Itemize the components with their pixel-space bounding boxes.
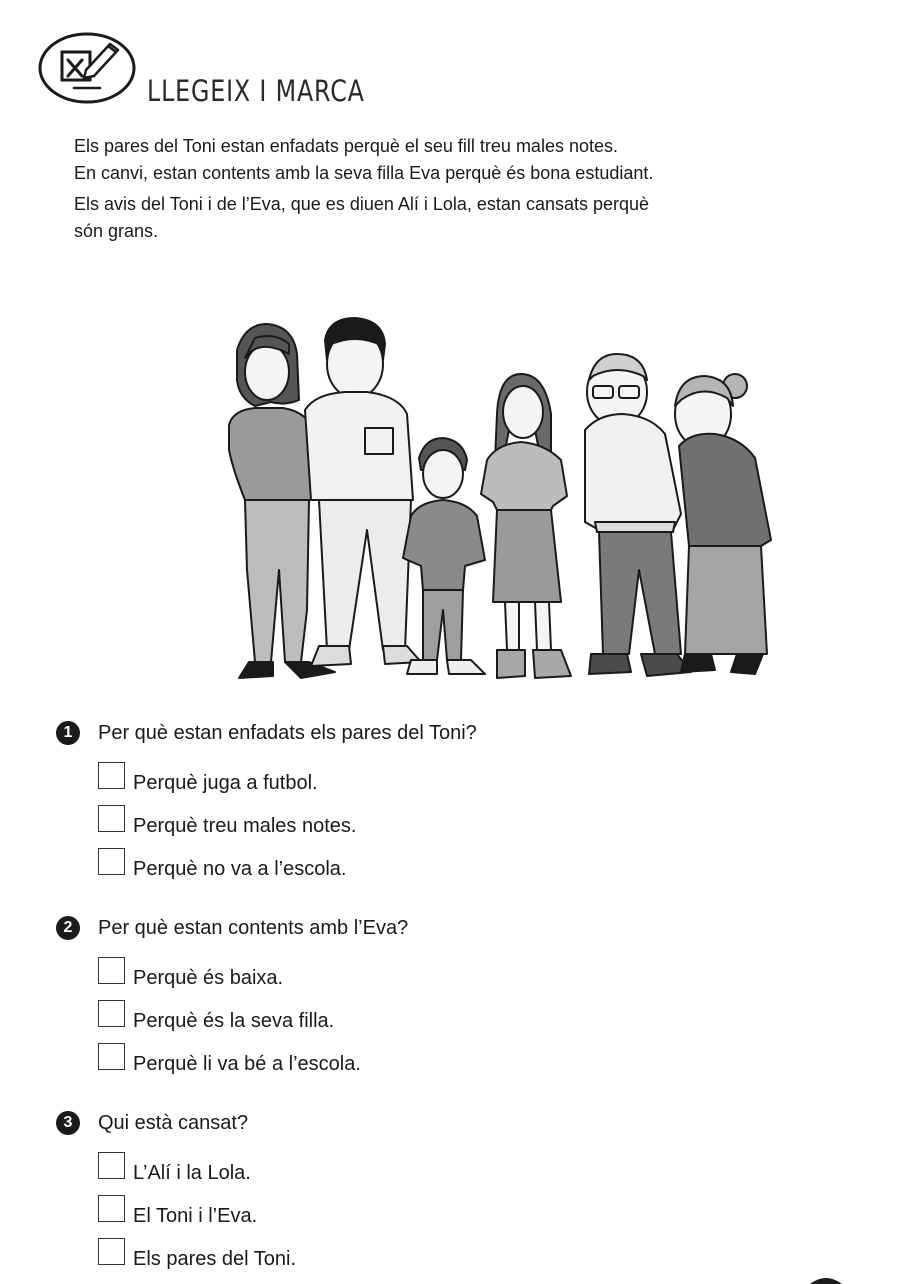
check-box-pencil-icon — [38, 30, 138, 106]
answer-label: Perquè li va bé a l’escola. — [133, 1053, 361, 1075]
answer-checkbox[interactable] — [98, 762, 125, 789]
answer-checkbox[interactable] — [98, 1152, 125, 1179]
father-figure — [305, 318, 421, 666]
question-number-badge: 1 — [56, 721, 80, 745]
grandmother-figure — [675, 374, 771, 674]
question-text: Per què estan contents amb l’Eva? — [98, 917, 409, 939]
answer-label: Perquè és la seva filla. — [133, 1010, 335, 1032]
question-number-badge: 3 — [56, 1111, 80, 1135]
answer-label: Perquè no va a l’escola. — [133, 858, 347, 880]
answer-checkbox[interactable] — [98, 957, 125, 984]
boy-figure — [403, 438, 485, 674]
answer-label: Perquè juga a futbol. — [133, 772, 318, 794]
answer-label: Perquè treu males notes. — [133, 815, 357, 837]
reading-line: Els avis del Toni i de l’Eva, que es diuen Alí i Lola, estan cansats perquè — [74, 194, 650, 214]
reading-line: En canvi, estan contents amb la seva filla Eva perquè és bona estudiant. — [74, 163, 654, 183]
question-text: Per què estan enfadats els pares del Toni? — [98, 722, 477, 744]
answer-checkbox[interactable] — [98, 848, 125, 875]
answer-checkbox[interactable] — [98, 1238, 125, 1265]
answer-checkbox[interactable] — [98, 1043, 125, 1070]
answer-label: Els pares del Toni. — [133, 1248, 297, 1270]
answer-checkbox[interactable] — [98, 1195, 125, 1222]
page-corner-mark — [806, 1272, 846, 1284]
question-text: Qui està cansat? — [98, 1112, 249, 1134]
girl-figure — [481, 374, 571, 678]
answer-label: Perquè és baixa. — [133, 967, 284, 989]
family-illustration — [215, 310, 785, 695]
reading-line: Els pares del Toni estan enfadats perquè el seu fill treu males notes. — [74, 136, 618, 156]
answer-checkbox[interactable] — [98, 805, 125, 832]
reading-line: són grans. — [74, 221, 159, 241]
question-number-badge: 2 — [56, 916, 80, 940]
answer-label: L’Alí i la Lola. — [133, 1162, 251, 1184]
answer-checkbox[interactable] — [98, 1000, 125, 1027]
page-title: LLEGEIX I MARCA — [147, 74, 365, 108]
reading-text — [74, 133, 714, 245]
answer-label: El Toni i l’Eva. — [133, 1205, 258, 1227]
